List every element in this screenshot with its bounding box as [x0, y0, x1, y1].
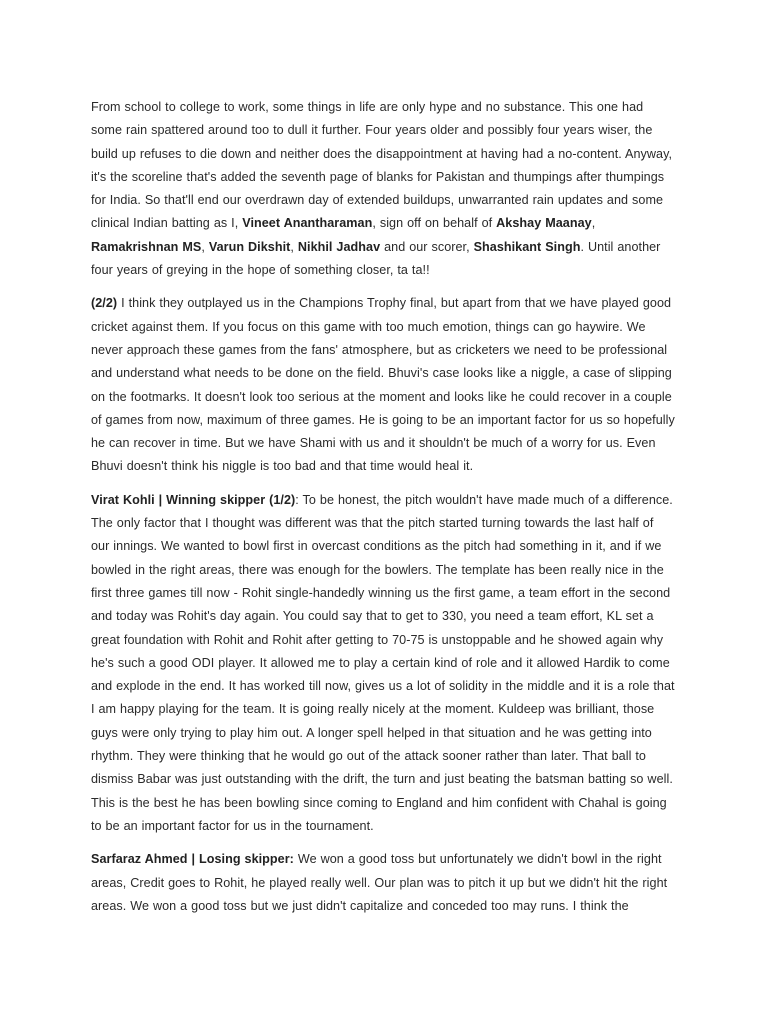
author-name: Ramakrishnan MS: [91, 239, 202, 254]
speaker-label: Sarfaraz Ahmed | Losing skipper:: [91, 852, 294, 867]
text-run: ,: [591, 216, 596, 231]
author-name: Shashikant Singh: [473, 239, 581, 254]
text-run: ,: [201, 239, 209, 254]
author-name: Varun Dikshit: [208, 239, 291, 254]
paragraph-kohli-part-2: [91, 292, 675, 478]
paragraph-closing-note: [91, 96, 675, 282]
quote-marker: (2/2): [91, 296, 118, 311]
paragraph-kohli-part-1: [91, 489, 675, 838]
author-name: Akshay Maanay: [496, 216, 592, 231]
document-body: [91, 96, 675, 928]
text-run: and our scorer,: [380, 239, 474, 254]
text-run: We won a good toss but unfortunately we didn't bowl in the right areas, Credit goes to Rohit, he played really well. Our plan was to pitch it up but we didn't hit the right areas. We won a good toss but we just didn't capitalize and conceded too may runs. I think the: [91, 852, 668, 913]
text-run: I think they outplayed us in the Champions Trophy final, but apart from that we have played good cricket against them. If you focus on this game with too much emotion, things can go haywire. We never approach these games from the fans' atmosphere, but as cricketers we need to be professional and understand what needs to be done on the field. Bhuvi's case looks like a niggle, a case of slipping on the footmarks. It doesn't look too serious at the moment and looks like he could recover in a couple of games from now, maximum of three games. He is going to be an important factor for us so hopefully he can recover in time. But we have Shami with us and it shouldn't be much of a worry for us. Even Bhuvi doesn't think his niggle is too bad and that time would heal it.: [91, 296, 675, 474]
author-name: Nikhil Jadhav: [297, 239, 381, 254]
text-run: ,: [290, 239, 298, 254]
text-run: , sign off on behalf of: [372, 216, 497, 231]
paragraph-sarfaraz: [91, 848, 675, 918]
text-run: : To be honest, the pitch wouldn't have made much of a difference. The only factor that I thought was different was that the pitch started turning towards the last half of our innings. We wanted to bowl first in overcast conditions as the pitch had something in it, and if we bowled in the right areas, there was enough for the bowlers. The template has been really nice in the first three games till now - Rohit single-handedly winning us the first game, a team effort in the second and today was Rohit's day again. You could say that to get to 330, you need a team effort, KL set a great foundation with Rohit and Rohit after getting to 70-75 is unstoppable and he showed again why he's such a good ODI player. It allowed me to play a certain kind of role and it allowed Hardik to come and explode in the end. It has worked till now, gives us a lot of solidity in the middle and it is a role that I am happy playing for the team. It is going really nicely at the moment. Kuldeep was brilliant, those guys were only trying to play him out. A longer spell helped in that situation and he was getting into rhythm. They were thinking that he would go out of the attack sooner rather than later. That ball to dismiss Babar was just outstanding with the drift, the turn and just beating the batsman batting so well. This is the best he has been bowling since coming to England and him confident with Chahal is going to be an important factor for us in the tournament.: [91, 492, 675, 833]
speaker-label: Virat Kohli | Winning skipper (1/2): [91, 492, 296, 507]
text-run: . Until another four years of greying in the hope of something closer, ta ta!!: [91, 239, 661, 278]
author-name: Vineet Anantharaman: [242, 216, 373, 231]
text-run: From school to college to work, some things in life are only hype and no substance. This one had some rain spattered around too to dull it further. Four years older and possibly four years wiser, the build up refuses to die down and neither does the disappointment at having had a no-content. Anyway, it's the scoreline that's added the seventh page of blanks for Pakistan and thumpings after thumpings for India. So that'll end our overdrawn day of extended buildups, unwarranted rain updates and some clinical Indian batting as I,: [91, 100, 673, 231]
